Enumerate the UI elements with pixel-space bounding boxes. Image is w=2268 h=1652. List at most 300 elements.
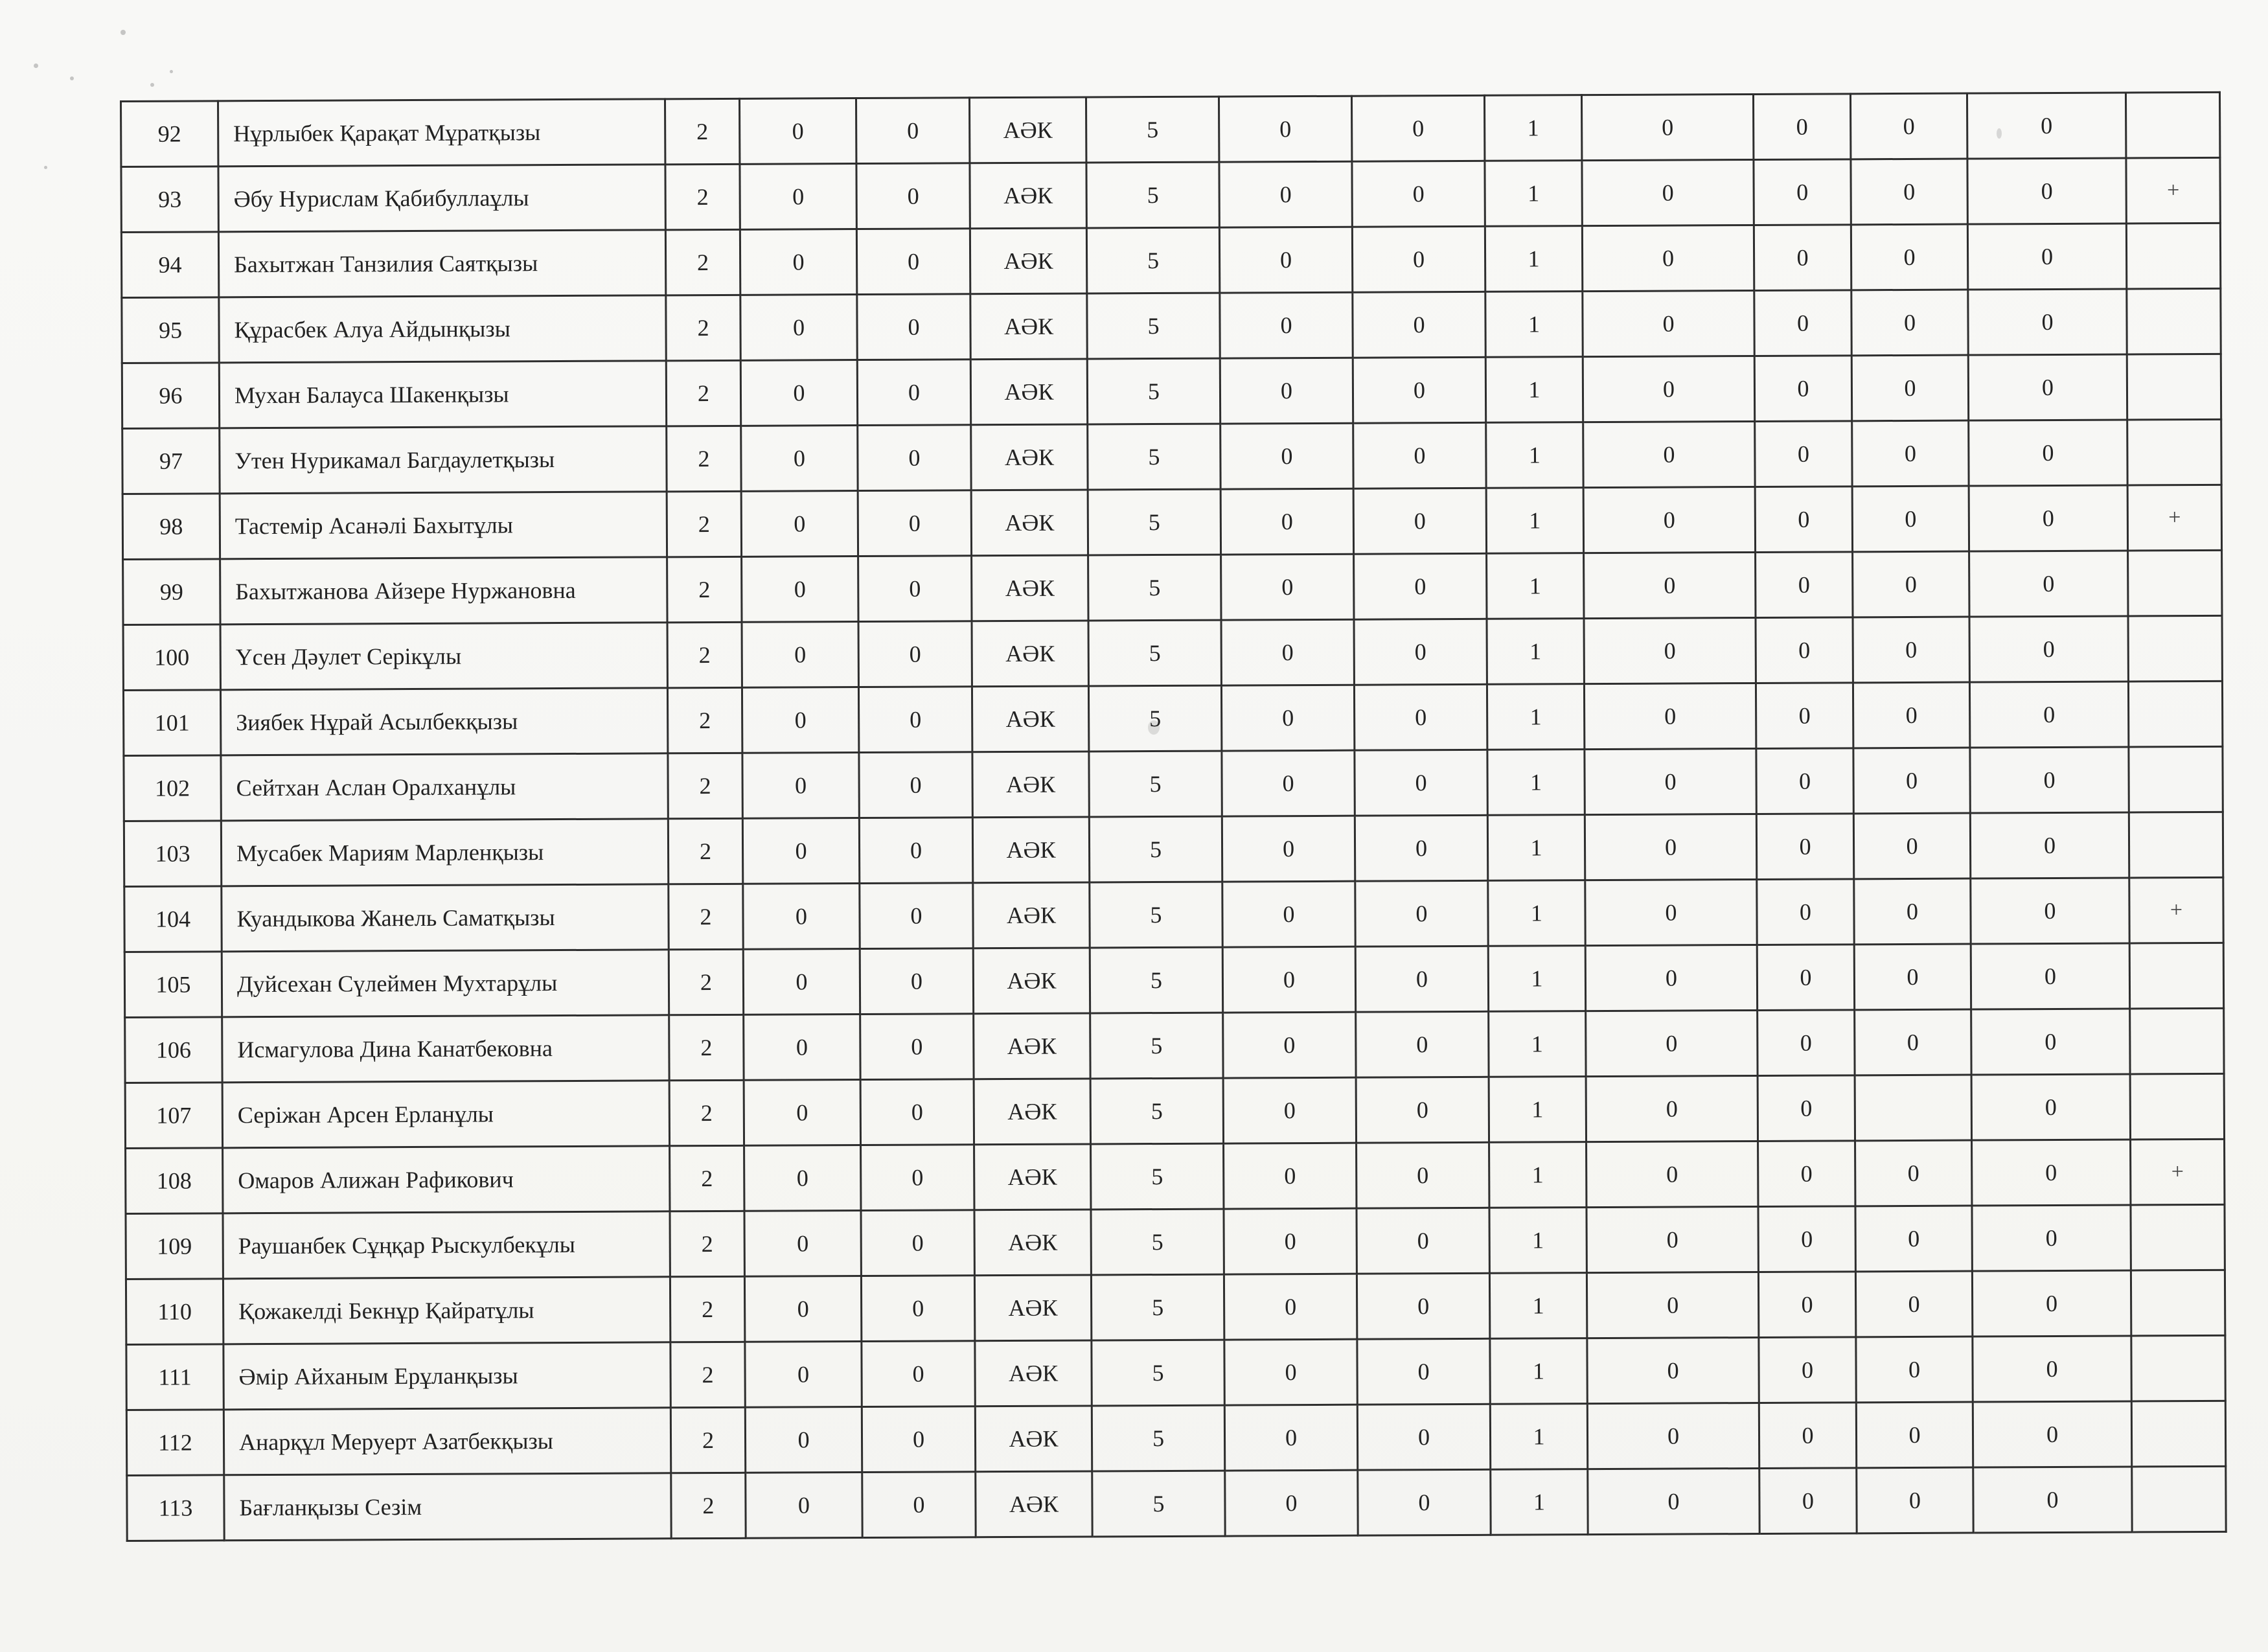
mark-cell <box>2128 550 2222 616</box>
value-cell: 0 <box>1757 945 1854 1011</box>
value-cell: 0 <box>1584 683 1756 749</box>
value-cell: 0 <box>1971 1009 2130 1075</box>
value-cell: 0 <box>1972 1205 2131 1271</box>
value-cell: 0 <box>1351 95 1484 161</box>
value-cell: 1 <box>1489 1011 1586 1077</box>
value-cell: 2 <box>669 949 743 1015</box>
value-cell: 0 <box>1223 1012 1356 1078</box>
value-cell: 0 <box>1224 1339 1357 1405</box>
value-cell: 0 <box>1224 1274 1357 1340</box>
type-cell: АӘК <box>972 817 1089 883</box>
row-number: 110 <box>126 1279 223 1345</box>
value-cell: 5 <box>1087 293 1220 359</box>
value-cell: 0 <box>1968 289 2127 355</box>
mark-cell <box>2130 1073 2224 1140</box>
value-cell: 0 <box>1857 1467 1973 1533</box>
value-cell: 2 <box>667 556 742 623</box>
value-cell: 0 <box>1222 816 1355 882</box>
value-cell: 1 <box>1489 1208 1586 1274</box>
value-cell: 0 <box>1583 290 1754 356</box>
row-number: 94 <box>121 232 218 298</box>
value-cell: 1 <box>1485 357 1583 423</box>
value-cell: 5 <box>1092 1340 1224 1406</box>
table-row <box>126 1204 2225 1279</box>
value-cell: 0 <box>856 163 970 229</box>
mark-cell <box>2127 419 2221 485</box>
value-cell: 0 <box>1585 945 1757 1011</box>
value-cell: 0 <box>1225 1470 1358 1536</box>
value-cell: 0 <box>1220 358 1353 424</box>
type-cell: АӘК <box>974 1013 1090 1079</box>
value-cell: 0 <box>744 1145 861 1211</box>
value-cell: 1 <box>1486 422 1583 488</box>
mark-cell <box>2129 746 2223 812</box>
value-cell: 0 <box>1851 224 1967 290</box>
value-cell: 0 <box>1758 1206 1855 1272</box>
value-cell: 0 <box>1852 420 1969 487</box>
value-cell: 0 <box>1758 1075 1855 1141</box>
mark-cell: + <box>2129 877 2223 943</box>
value-cell: 0 <box>1758 1272 1855 1338</box>
value-cell: 0 <box>1221 554 1354 620</box>
value-cell: 0 <box>1583 421 1755 487</box>
value-cell: 0 <box>862 1341 975 1407</box>
value-cell: 0 <box>745 1342 862 1408</box>
value-cell: 0 <box>742 622 858 688</box>
value-cell: 0 <box>1854 944 1971 1010</box>
table-row <box>122 288 2221 363</box>
value-cell: 2 <box>667 426 741 492</box>
type-cell: АӘК <box>969 97 1086 163</box>
value-cell: 5 <box>1086 162 1219 228</box>
value-cell: 5 <box>1086 227 1219 293</box>
value-cell: 0 <box>744 1015 860 1081</box>
value-cell: 0 <box>1969 485 2127 551</box>
value-cell: 1 <box>1485 292 1583 358</box>
mark-cell <box>2129 812 2223 878</box>
value-cell: 0 <box>1355 946 1488 1012</box>
student-name: Серіжан Арсен Ерланұлы <box>222 1081 669 1148</box>
value-cell: 0 <box>1852 486 1969 552</box>
scan-speck <box>120 30 126 35</box>
scan-speck <box>44 166 47 169</box>
value-cell: 0 <box>862 1472 976 1538</box>
student-name: Әмір Айханым Ерұланқызы <box>223 1342 670 1410</box>
value-cell: 5 <box>1088 685 1221 751</box>
value-cell: 0 <box>1853 682 1969 748</box>
value-cell: 0 <box>1855 1140 1972 1206</box>
value-cell: 0 <box>860 1079 974 1145</box>
value-cell: 0 <box>859 818 972 884</box>
row-number: 105 <box>124 952 222 1018</box>
value-cell: 1 <box>1489 1142 1586 1208</box>
value-cell: 0 <box>1756 748 1853 814</box>
table-row <box>121 92 2220 166</box>
value-cell: 0 <box>1856 1337 1973 1403</box>
value-cell: 1 <box>1491 1469 1588 1535</box>
student-name: Омаров Алижан Рафикович <box>223 1146 670 1213</box>
type-cell: АӘК <box>973 882 1090 948</box>
scan-speck <box>34 63 38 68</box>
student-name: Бағланқызы Сезім <box>224 1473 671 1541</box>
student-name: Әбу Нурислам Қабибуллаұлы <box>218 165 665 232</box>
value-cell: 0 <box>1220 423 1353 489</box>
mark-cell <box>2131 1204 2225 1270</box>
value-cell: 0 <box>1851 355 1968 421</box>
table-row <box>126 1270 2225 1344</box>
row-number: 95 <box>122 297 219 363</box>
value-cell: 5 <box>1091 1274 1224 1340</box>
value-cell: 0 <box>1973 1401 2131 1467</box>
value-cell: 0 <box>1219 227 1352 293</box>
value-cell: 1 <box>1489 1077 1586 1143</box>
value-cell: 0 <box>744 1276 861 1342</box>
student-name: Сейтхан Аслан Оралханұлы <box>221 753 668 821</box>
value-cell: 0 <box>1357 1404 1490 1470</box>
value-cell: 0 <box>741 491 858 557</box>
table-row <box>122 419 2221 494</box>
mark-cell <box>2130 1008 2224 1074</box>
value-cell: 0 <box>861 1276 974 1342</box>
student-name: Бахытжанова Айзере Нуржановна <box>220 557 667 625</box>
value-cell: 2 <box>671 1473 746 1539</box>
value-cell: 0 <box>1853 617 1969 683</box>
value-cell: 5 <box>1087 358 1220 424</box>
value-cell: 5 <box>1092 1405 1224 1471</box>
value-cell: 0 <box>1220 488 1353 555</box>
value-cell: 2 <box>670 1145 744 1211</box>
mark-cell <box>2127 288 2221 354</box>
table-row <box>127 1466 2226 1541</box>
value-cell: 2 <box>665 164 740 230</box>
mark-cell: + <box>2127 485 2221 551</box>
scan-speck <box>170 70 173 73</box>
value-cell: 2 <box>670 1211 744 1277</box>
value-cell: 0 <box>857 294 970 360</box>
student-name: Дуйсехан Сүлеймен Мухтарұлы <box>222 950 669 1017</box>
student-name: Нұрлыбек Қарақат Мұратқызы <box>218 99 665 166</box>
value-cell: 0 <box>1756 617 1853 683</box>
table-row <box>124 812 2223 886</box>
value-cell: 1 <box>1488 880 1585 946</box>
value-cell: 0 <box>859 752 972 818</box>
value-cell: 2 <box>668 753 742 819</box>
value-cell: 0 <box>740 229 856 295</box>
value-cell: 0 <box>1971 943 2129 1009</box>
table-row <box>123 615 2222 690</box>
value-cell: 0 <box>739 98 856 165</box>
value-cell: 1 <box>1489 1273 1586 1339</box>
value-cell: 0 <box>1583 356 1754 422</box>
value-cell: 0 <box>1219 96 1351 162</box>
value-cell: 0 <box>1969 616 2128 682</box>
table-body <box>121 92 2227 1541</box>
value-cell: 0 <box>1754 225 1851 291</box>
value-cell: 0 <box>745 1407 862 1473</box>
value-cell: 0 <box>1353 357 1485 423</box>
type-cell: АӘК <box>974 1210 1091 1276</box>
value-cell: 0 <box>1759 1468 1857 1534</box>
value-cell: 0 <box>1585 748 1756 814</box>
type-cell: АӘК <box>975 1406 1092 1472</box>
row-number: 93 <box>121 166 218 233</box>
value-cell: 2 <box>668 818 742 884</box>
value-cell: 0 <box>1583 487 1755 553</box>
value-cell: 0 <box>1759 1403 1856 1469</box>
value-cell: 0 <box>1969 420 2127 486</box>
value-cell: 0 <box>1582 225 1754 291</box>
value-cell: 0 <box>743 949 860 1015</box>
value-cell: 0 <box>1586 1206 1758 1272</box>
type-cell: АӘК <box>972 751 1089 818</box>
value-cell: 5 <box>1088 555 1221 621</box>
row-number: 97 <box>122 428 220 494</box>
mark-cell <box>2129 943 2223 1009</box>
value-cell: 0 <box>1757 879 1854 945</box>
value-cell: 5 <box>1088 489 1220 555</box>
value-cell: 2 <box>666 360 740 426</box>
value-cell: 0 <box>1588 1468 1759 1534</box>
row-number: 98 <box>122 494 220 560</box>
value-cell: 0 <box>1855 1206 1972 1272</box>
value-cell: 0 <box>856 98 969 164</box>
value-cell: 0 <box>1356 1011 1489 1077</box>
student-name: Анарқұл Меруерт Азатбекқызы <box>223 1408 670 1475</box>
row-number: 100 <box>123 625 220 691</box>
type-cell: АӘК <box>972 686 1088 752</box>
value-cell: 5 <box>1090 1078 1223 1144</box>
value-cell: 0 <box>740 360 857 426</box>
value-cell: 0 <box>1355 750 1487 816</box>
row-number: 111 <box>126 1344 223 1410</box>
value-cell: 0 <box>1853 748 1970 814</box>
value-cell: 0 <box>1753 94 1850 160</box>
value-cell: 0 <box>1851 159 1967 225</box>
scan-speck <box>150 83 154 87</box>
value-cell: 0 <box>1973 1336 2131 1402</box>
value-cell: 5 <box>1090 1013 1223 1079</box>
value-cell: 0 <box>1586 1075 1758 1141</box>
value-cell: 2 <box>669 1080 744 1146</box>
value-cell: 0 <box>1969 551 2128 617</box>
row-number: 104 <box>124 886 222 952</box>
value-cell: 0 <box>1855 1271 1972 1337</box>
student-name: Мухан Балауса Шакенқызы <box>219 361 666 428</box>
value-cell: 5 <box>1090 882 1222 948</box>
value-cell: 0 <box>1970 747 2129 813</box>
table-row <box>123 550 2222 625</box>
mark-cell <box>2125 92 2219 158</box>
table-row <box>121 157 2220 232</box>
value-cell: 0 <box>1972 1270 2131 1337</box>
value-cell: 0 <box>862 1406 975 1473</box>
value-cell: 0 <box>1585 879 1757 945</box>
value-cell: 0 <box>1221 685 1354 751</box>
value-cell: 0 <box>1584 617 1756 683</box>
value-cell: 0 <box>1850 93 1967 159</box>
row-number: 92 <box>121 101 218 167</box>
table-row <box>124 746 2223 821</box>
value-cell: 5 <box>1086 97 1219 163</box>
value-cell: 0 <box>1357 1208 1489 1274</box>
value-cell: 0 <box>1853 551 1969 617</box>
type-cell: АӘК <box>970 163 1086 229</box>
value-cell: 0 <box>856 229 970 295</box>
student-name: Құрасбек Алуа Айдынқызы <box>219 295 666 363</box>
table-row <box>126 1335 2225 1410</box>
value-cell: 2 <box>667 687 742 753</box>
value-cell: 2 <box>670 1276 744 1342</box>
table-row <box>122 485 2221 559</box>
value-cell: 0 <box>858 687 972 753</box>
value-cell: 0 <box>742 556 858 623</box>
value-cell: 2 <box>665 98 739 165</box>
value-cell: 2 <box>670 1342 745 1408</box>
value-cell: 0 <box>1855 1009 1971 1075</box>
value-cell: 0 <box>861 1210 974 1276</box>
mark-cell <box>2131 1335 2225 1401</box>
row-number: 112 <box>126 1410 223 1476</box>
value-cell: 0 <box>1224 1405 1357 1471</box>
table-row <box>126 1401 2225 1475</box>
value-cell: 0 <box>858 556 972 622</box>
value-cell: 2 <box>665 229 740 295</box>
row-number: 99 <box>123 559 220 625</box>
value-cell: 0 <box>858 425 971 491</box>
value-cell: 0 <box>1353 488 1486 554</box>
value-cell: 1 <box>1485 226 1582 292</box>
value-cell: 0 <box>743 884 860 950</box>
type-cell: АӘК <box>971 424 1088 490</box>
value-cell: 1 <box>1487 684 1584 750</box>
row-number: 108 <box>126 1148 223 1214</box>
type-cell: АӘК <box>971 490 1088 556</box>
value-cell: 5 <box>1091 1209 1224 1275</box>
value-cell: 0 <box>1973 1467 2132 1533</box>
value-cell: 5 <box>1091 1143 1224 1210</box>
value-cell: 0 <box>1586 1272 1758 1338</box>
value-cell: 0 <box>860 1014 974 1080</box>
value-cell: 0 <box>860 883 973 949</box>
value-cell: 0 <box>1352 161 1485 227</box>
mark-cell <box>2127 354 2221 420</box>
value-cell: 0 <box>1759 1337 1856 1403</box>
value-cell: 0 <box>1582 159 1754 225</box>
value-cell: 0 <box>860 948 973 1015</box>
value-cell: 0 <box>1584 552 1756 618</box>
row-number: 96 <box>122 363 219 429</box>
value-cell: 0 <box>742 753 859 819</box>
value-cell: 0 <box>742 818 859 884</box>
value-cell: 0 <box>1754 159 1851 225</box>
value-cell: 0 <box>1352 226 1485 292</box>
table-row <box>121 223 2220 297</box>
value-cell: 1 <box>1484 95 1581 161</box>
value-cell: 1 <box>1488 946 1585 1012</box>
table-row <box>124 877 2223 952</box>
value-cell: 1 <box>1490 1338 1587 1405</box>
value-cell: 0 <box>1967 224 2126 290</box>
row-number: 113 <box>127 1475 224 1541</box>
student-name: Қожакелді Бекнұр Қайратұлы <box>223 1277 670 1344</box>
value-cell: 2 <box>667 491 741 557</box>
value-cell: 0 <box>1220 292 1353 358</box>
value-cell: 0 <box>744 1080 860 1146</box>
value-cell: 0 <box>1358 1469 1491 1535</box>
value-cell: 0 <box>1755 487 1852 553</box>
value-cell: 1 <box>1487 750 1585 816</box>
type-cell: АӘК <box>973 948 1090 1014</box>
row-number: 101 <box>123 690 220 756</box>
value-cell: 0 <box>740 164 856 230</box>
value-cell: 0 <box>1357 1142 1489 1208</box>
value-cell: 0 <box>1968 354 2127 420</box>
mark-cell <box>2128 615 2222 682</box>
value-cell: 0 <box>1754 290 1851 356</box>
mark-cell <box>2131 1401 2225 1467</box>
value-cell: 0 <box>1967 158 2126 224</box>
value-cell: 5 <box>1090 947 1222 1013</box>
value-cell: 0 <box>1969 682 2128 748</box>
table-row <box>123 681 2222 755</box>
type-cell: АӘК <box>976 1471 1092 1537</box>
row-number: 109 <box>126 1213 223 1279</box>
value-cell: 0 <box>1587 1403 1759 1469</box>
value-cell: 2 <box>667 622 742 688</box>
table-row <box>125 1008 2224 1083</box>
value-cell: 0 <box>1758 1141 1855 1207</box>
value-cell: 0 <box>1851 290 1968 356</box>
value-cell: 0 <box>1581 94 1753 160</box>
type-cell: АӘК <box>974 1275 1091 1341</box>
value-cell: 0 <box>1587 1337 1759 1403</box>
student-name: Исмагулова Дина Канатбековна <box>222 1015 669 1083</box>
value-cell: 0 <box>744 1211 861 1277</box>
value-cell: 0 <box>1854 878 1971 945</box>
value-cell: 0 <box>741 426 858 492</box>
value-cell: 0 <box>1221 619 1354 685</box>
value-cell: 2 <box>669 1015 744 1081</box>
value-cell: 0 <box>1222 946 1355 1013</box>
student-name: Бахытжан Танзилия Саятқызы <box>218 230 665 297</box>
student-name: Раушанбек Сұңқар Рыскулбекұлы <box>223 1211 670 1279</box>
value-cell: 0 <box>1967 93 2125 159</box>
value-cell: 0 <box>1755 421 1852 487</box>
value-cell: 0 <box>1586 1010 1758 1076</box>
table-row <box>124 943 2223 1017</box>
value-cell: 5 <box>1088 620 1221 686</box>
row-number: 106 <box>125 1017 222 1083</box>
student-name: Үсен Дәулет Серікұлы <box>220 623 667 690</box>
value-cell: 0 <box>1353 292 1485 358</box>
value-cell: 0 <box>1586 1141 1758 1207</box>
type-cell: АӘК <box>972 621 1088 687</box>
value-cell: 0 <box>1222 881 1355 947</box>
value-cell: 5 <box>1088 424 1220 490</box>
value-cell: 0 <box>742 687 858 753</box>
value-cell: 0 <box>1972 1140 2131 1206</box>
value-cell: 0 <box>1756 814 1853 880</box>
value-cell: 0 <box>1856 1402 1973 1468</box>
value-cell: 0 <box>1224 1208 1357 1274</box>
value-cell: 0 <box>1222 750 1355 816</box>
student-name: Мусабек Мариям Марленқызы <box>221 819 668 886</box>
value-cell: 2 <box>666 295 740 361</box>
value-cell: 0 <box>1585 814 1756 880</box>
table-row <box>122 354 2221 428</box>
value-cell: 0 <box>1355 815 1487 881</box>
student-name: Зиябек Нұрай Асылбекқызы <box>220 688 667 755</box>
